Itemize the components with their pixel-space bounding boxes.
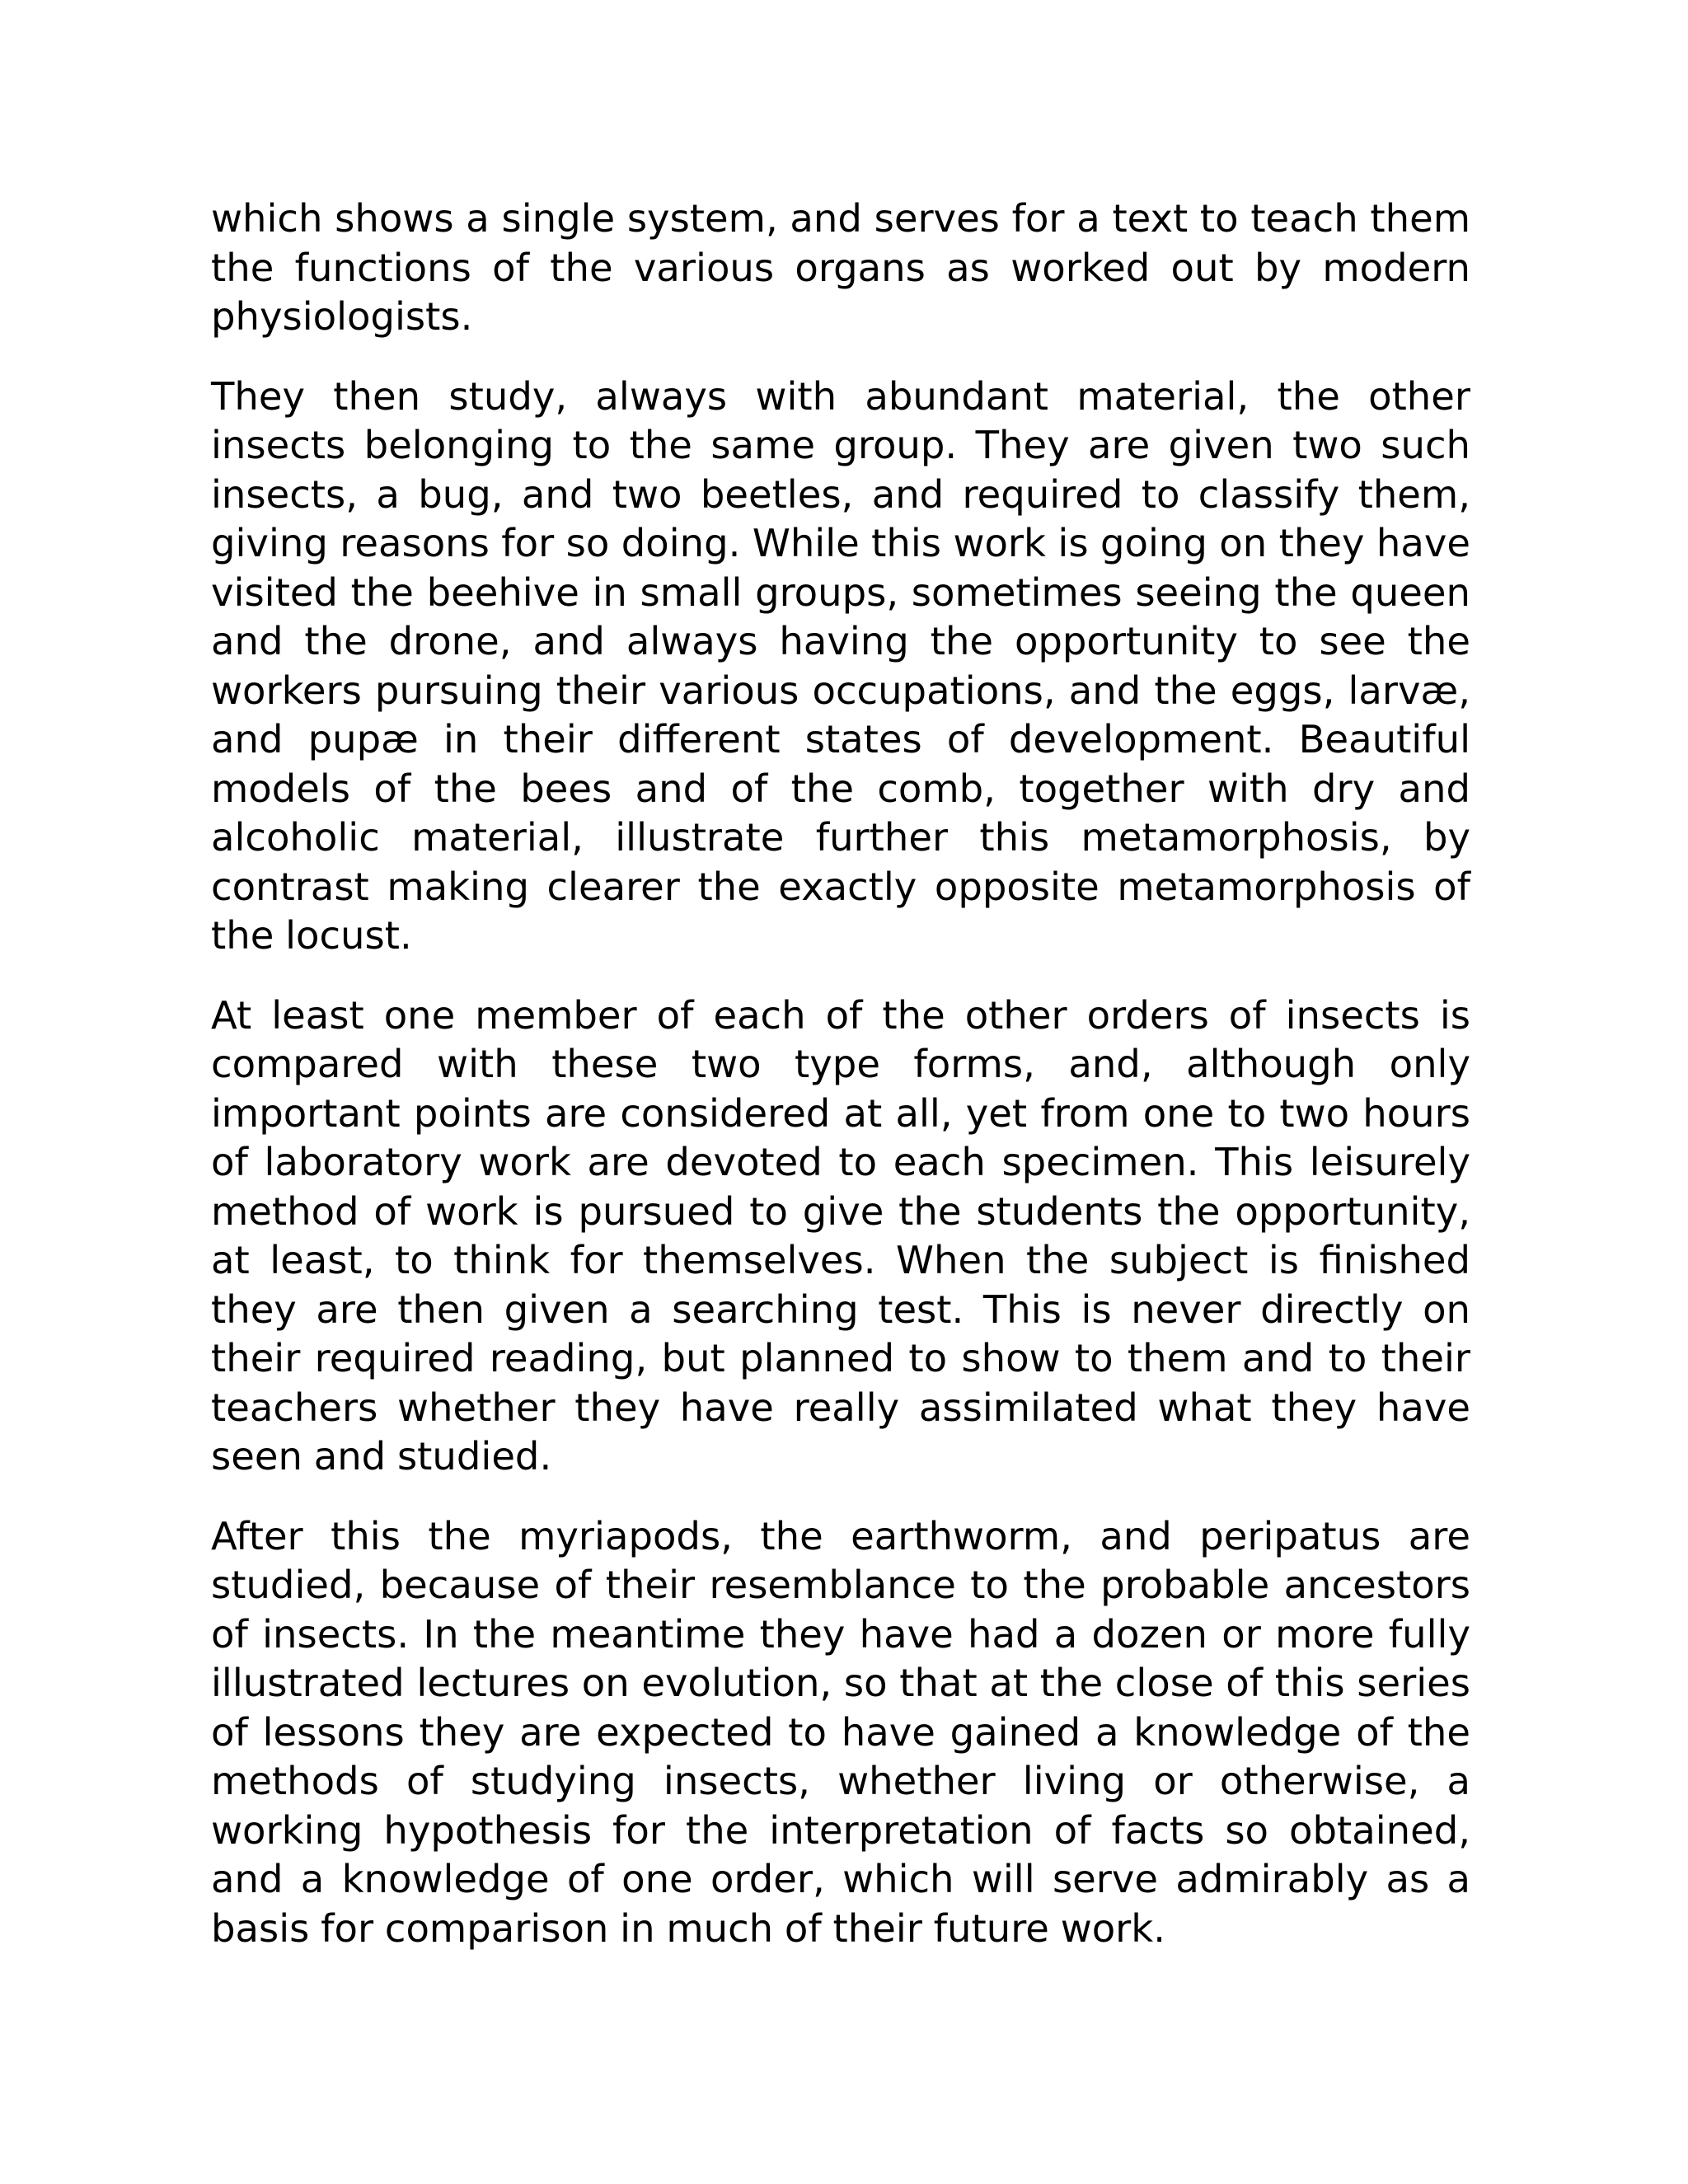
paragraph-2: They then study, always with abundant material, the other insects belonging to the same group. They are given two such insects, a bug, and two beetles, and required to classify them, giving reasons for so doing. While this work is going on they have visited the beehive in small groups, sometimes seeing the queen and the drone, and always having the opportunity to see the workers pursuing their various occupations, and the eggs, larvæ, and pupæ in their different states of development. Beautiful models of the bees and of the comb, together with dry and alcoholic material, illustrate further this metamorphosis, by contrast making clearer the exactly opposite metamorphosis of the locust.	[211, 373, 1470, 958]
paragraph-4: After this the myriapods, the earthworm, and peripatus are studied, because of their resemblance to the probable ancestors of insects. In the meantime they have had a dozen or more fully illustrated lectures on evolution, so that at the close of this series of lessons they are expected to have gained a knowledge of the methods of studying insects, whether living or otherwise, a working hypothesis for the interpretation of facts so obtained, and a knowledge of one order, which will serve admirably as a basis for comparison in much of their future work.	[211, 1513, 1470, 1951]
paragraph-3: At least one member of each of the other orders of insects is compared with these two type forms, and, although only important points are considered at all, yet from one to two hours of laboratory work are devoted to each specimen. This leisurely method of work is pursued to give the students the opportunity, at least, to think for themselves. When the subject is finished they are then given a searching test. This is never directly on their required reading, but planned to show to them and to their teachers whether they have really assimilated what they have seen and studied.	[211, 992, 1470, 1479]
document-page	[211, 194, 1470, 1953]
paragraph-1: which shows a single system, and serves for a text to teach them the functions of the various organs as worked out by modern physiologists.	[211, 196, 1470, 339]
